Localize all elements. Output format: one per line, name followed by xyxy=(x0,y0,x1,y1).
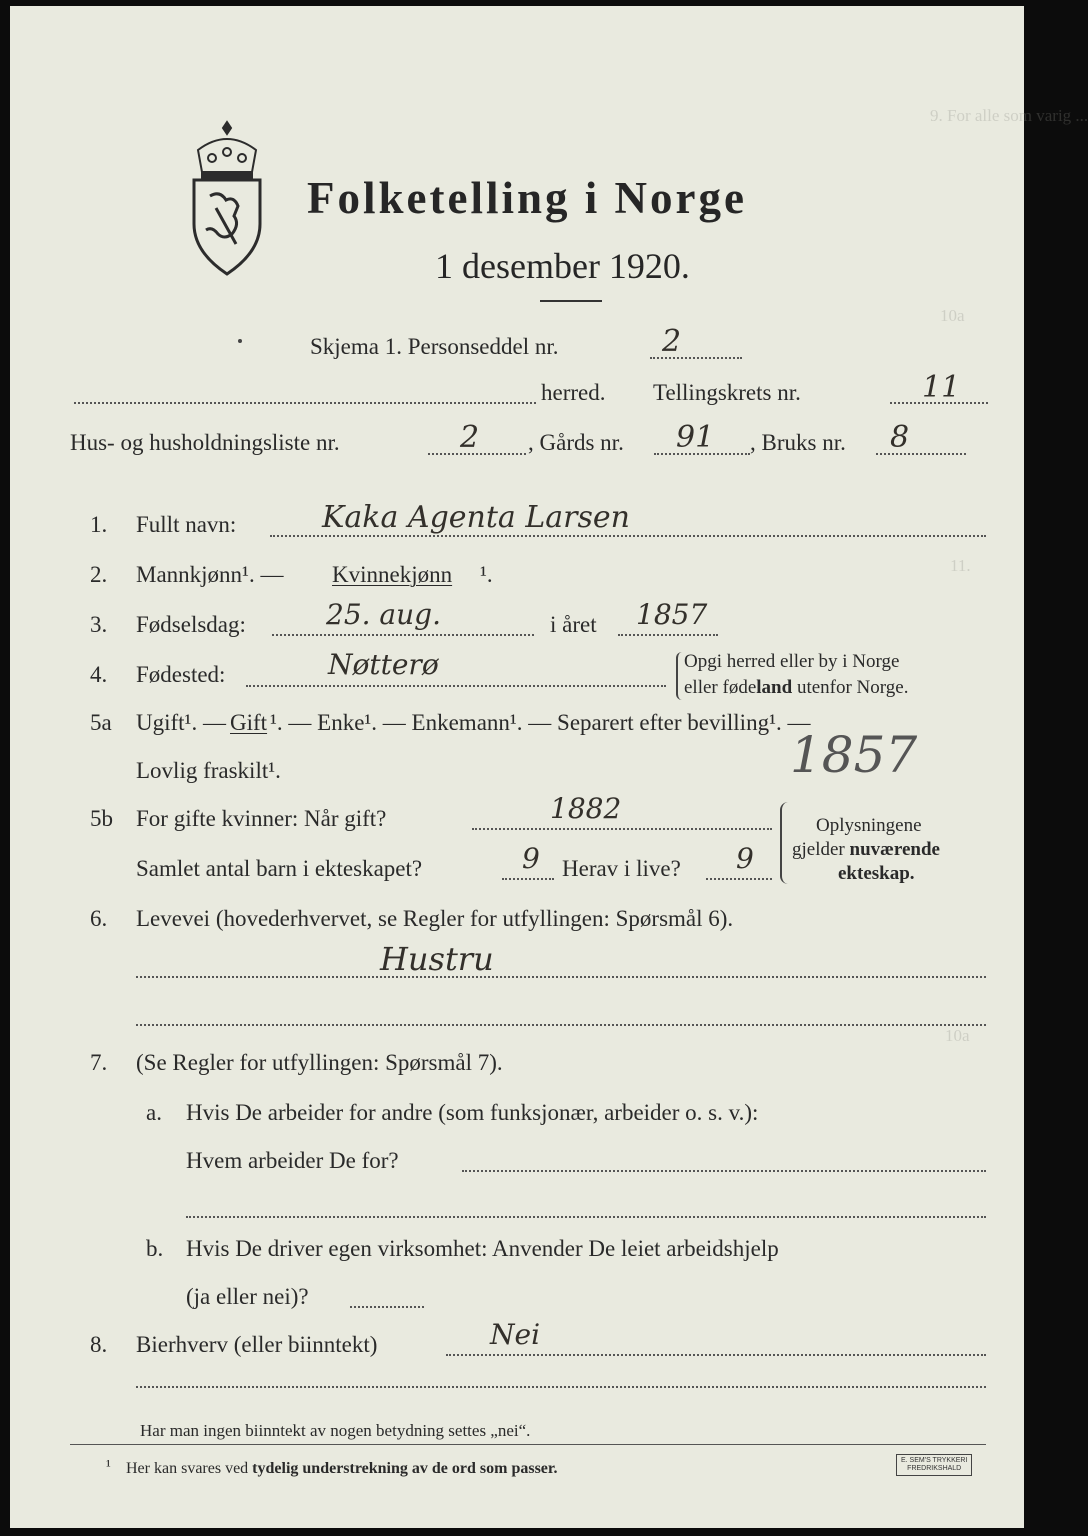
q7a-employer-label: Hvem arbeider De for? xyxy=(186,1148,399,1173)
birth-date-dotted-line xyxy=(272,634,534,636)
form-title: Folketelling i Norge xyxy=(307,173,747,223)
q5b-note-line-2: gjelder nuværende xyxy=(792,839,940,860)
q3-label: Fødselsdag: xyxy=(136,612,246,637)
bleed-through-text: 10a xyxy=(945,1026,970,1045)
norwegian-coat-of-arms-icon xyxy=(180,118,274,280)
gift-option: Gift xyxy=(230,710,268,735)
full-name-dotted-line xyxy=(270,535,986,537)
bleed-through-text: 10a xyxy=(940,306,965,325)
q5b-label: For gifte kvinner: Når gift? xyxy=(136,806,387,831)
occupation-value: Hustru xyxy=(380,940,494,978)
q6-number: 6. xyxy=(90,906,108,931)
q4-note-line-2: eller fødeland utenfor Norge. xyxy=(684,677,909,698)
occupation-dotted-line-2 xyxy=(136,1024,986,1026)
tellingskrets-dotted-line xyxy=(890,402,988,404)
q3-number: 3. xyxy=(90,612,108,637)
q4-number: 4. xyxy=(90,662,108,687)
q5b-note-bracket xyxy=(780,802,788,884)
q7-number: 7. xyxy=(90,1050,108,1075)
herred-label: herred. xyxy=(541,380,606,405)
hus-nr: 2 xyxy=(460,420,480,455)
bullet-dot xyxy=(238,339,242,343)
bleed-through-text: 11. xyxy=(950,556,971,575)
form-subtitle: 1 desember 1920. xyxy=(435,246,690,286)
footnote-text: Her kan svares ved tydelig understrekning av de ord som passer. xyxy=(126,1460,558,1477)
personseddel-dotted-line xyxy=(650,357,742,359)
bruks-label: , Bruks nr. xyxy=(750,430,846,455)
footnote-mark: ¹ xyxy=(106,1458,111,1475)
bruks-nr: 8 xyxy=(890,420,910,455)
q4-note-bracket xyxy=(676,652,682,700)
printer-stamp xyxy=(896,1454,972,1476)
q8-number: 8. xyxy=(90,1332,108,1357)
gards-dotted-line xyxy=(654,453,750,455)
gards-label: , Gårds nr. xyxy=(528,430,624,455)
ja-nei-dotted-line xyxy=(350,1306,424,1308)
children-total-dotted-line xyxy=(502,878,554,880)
q4-label: Fødested: xyxy=(136,662,226,687)
q3-year-label: i året xyxy=(550,612,597,637)
q8-label: Bierhverv (eller biinntekt) xyxy=(136,1332,378,1357)
ugift-option: Ugift¹. — xyxy=(136,710,226,735)
q7b-ja-nei-label: (ja eller nei)? xyxy=(186,1284,309,1309)
q4-note-line-1: Opgi herred eller by i Norge xyxy=(684,651,900,672)
personseddel-nr: 2 xyxy=(662,324,682,359)
birth-year-value: 1857 xyxy=(636,598,708,631)
skjema-label: Skjema 1. Personseddel nr. xyxy=(310,334,559,359)
q5b-number: 5b xyxy=(90,806,113,831)
side-income-value: Nei xyxy=(490,1318,541,1351)
employer-dotted-line xyxy=(462,1170,986,1172)
gards-nr: 91 xyxy=(676,420,715,455)
no-income-note: Har man ingen biinntekt av nogen betydning settes „nei“. xyxy=(140,1421,531,1440)
q2-footnote-mark: ¹. xyxy=(480,562,493,587)
margin-year-annotation: 1857 xyxy=(790,726,918,784)
children-alive-value: 9 xyxy=(736,842,754,875)
bruks-dotted-line xyxy=(876,453,966,455)
herred-dotted-line xyxy=(74,402,536,404)
hus-dotted-line xyxy=(428,453,526,455)
mannkjonn-option: Mannkjønn¹. — xyxy=(136,562,284,587)
census-form-page xyxy=(10,6,1088,1528)
occupation-dotted-line-1 xyxy=(136,976,986,978)
marriage-year-dotted-line xyxy=(472,828,772,830)
q7b-label: Hvis De driver egen virksomhet: Anvender De leiet arbeidshjelp xyxy=(186,1236,779,1261)
employer-dotted-line-2 xyxy=(186,1216,986,1218)
printer-stamp-line-1: E. SEM'S TRYKKERI xyxy=(901,1457,968,1464)
lovlig-fraskilt-option: Lovlig fraskilt¹. xyxy=(136,758,281,783)
printer-stamp-line-2: FREDRIKSHALD xyxy=(907,1465,962,1472)
side-income-dotted-line xyxy=(446,1354,986,1356)
q5a-other-options: ¹. — Enke¹. — Enkemann¹. — Separert efter bevilling¹. — xyxy=(270,710,811,735)
q6-label: Levevei (hovederhvervet, se Regler for utfyllingen: Spørsmål 6). xyxy=(136,906,734,931)
q5b-barn-label: Samlet antal barn i ekteskapet? xyxy=(136,856,423,881)
bleed-through-text: 9. For alle som varig ... xyxy=(930,106,1088,125)
kvinnekjonn-option: Kvinnekjønn xyxy=(332,562,453,587)
hus-label: Hus- og husholdningsliste nr. xyxy=(70,430,340,455)
tellingskrets-label: Tellingskrets nr. xyxy=(653,380,801,405)
q5b-note-line-3: ekteskap. xyxy=(838,863,915,884)
marriage-year-value: 1882 xyxy=(550,792,622,825)
q7a-letter: a. xyxy=(146,1100,162,1125)
q5a-number: 5a xyxy=(90,710,112,735)
q2-number: 2. xyxy=(90,562,108,587)
q7-label: (Se Regler for utfyllingen: Spørsmål 7). xyxy=(136,1050,503,1075)
tellingskrets-nr: 11 xyxy=(922,370,961,405)
birthplace-value: Nøtterø xyxy=(328,648,439,681)
q5b-note-line-1: Oplysningene xyxy=(816,815,922,836)
q1-label: Fullt navn: xyxy=(136,512,237,537)
q5b-live-label: Herav i live? xyxy=(562,856,681,881)
birthplace-dotted-line xyxy=(246,685,666,687)
title-rule xyxy=(540,300,602,302)
birth-date-value: 25. aug. xyxy=(326,598,441,631)
q1-number: 1. xyxy=(90,512,108,537)
side-income-dotted-line-2 xyxy=(136,1386,986,1388)
footnote-rule xyxy=(70,1444,986,1445)
children-alive-dotted-line xyxy=(706,878,772,880)
children-total-value: 9 xyxy=(522,842,540,875)
full-name-value: Kaka Agenta Larsen xyxy=(322,500,630,535)
birth-year-dotted-line xyxy=(618,634,718,636)
q7b-letter: b. xyxy=(146,1236,164,1261)
q7a-label: Hvis De arbeider for andre (som funksjonær, arbeider o. s. v.): xyxy=(186,1100,759,1125)
